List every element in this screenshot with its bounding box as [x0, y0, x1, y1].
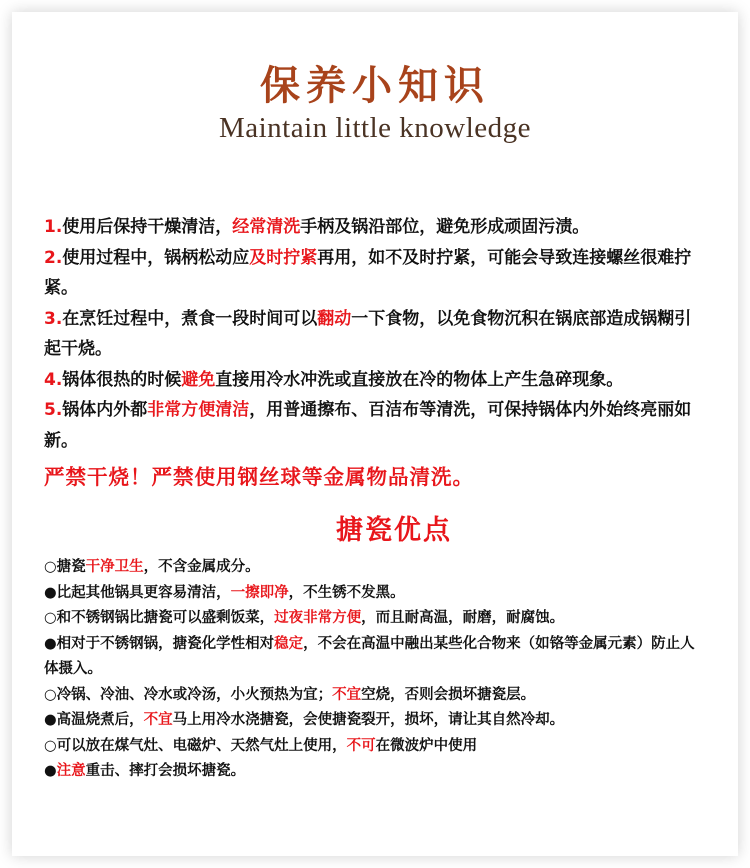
- tip-item: 3.在烹饪过程中，煮食一段时间可以翻动一下食物，以免食物沉积在锅底部造成锅糊引起干烧。: [44, 308, 692, 359]
- advantage-item: ○冷锅、冷油、冷水或冷汤，小火预热为宜；不宜空烧，否则会损坏搪瓷层。: [44, 686, 536, 703]
- bullet-icon: ●: [44, 763, 57, 779]
- tip-item: 4.锅体很热的时候避免直接用冷水冲洗或直接放在冷的物体上产生急碎现象。: [44, 369, 624, 390]
- advantages-title: 搪瓷优点: [336, 515, 452, 546]
- tip-item: 2.使用过程中，锅柄松动应及时拧紧再用，如不及时拧紧，可能会导致连接螺丝很难拧紧。: [44, 247, 692, 298]
- advantage-item: ○可以放在煤气灶、电磁炉、天然气灶上使用，不可在微波炉中使用: [44, 737, 478, 754]
- advantage-item: ●注意重击、摔打会损坏搪瓷。: [44, 763, 246, 779]
- warning-text: 严禁干烧！严禁使用钢丝球等金属物品清洗。: [44, 465, 474, 489]
- tip-item: 1.使用后保持干燥清洁，经常清洗手柄及锅沿部位，避免形成顽固污渍。: [44, 217, 590, 237]
- advantage-item: ●高温烧煮后，不宜马上用冷水浇搪瓷，会使搪瓷裂开，损坏，请让其自然冷却。: [44, 712, 565, 728]
- tips-list: [44, 212, 704, 456]
- bullet-icon: ○: [44, 686, 57, 703]
- advantage-item: ○搪瓷干净卫生，不含金属成分。: [44, 559, 260, 575]
- advantage-item: ●相对于不锈钢锅，搪瓷化学性相对稳定，不会在高温中融出某些化合物来（如铬等金属元素）防止人体摄入。: [44, 635, 695, 677]
- advantage-item: ●比起其他锅具更容易清洁，一擦即净，不生锈不发黑。: [44, 584, 405, 601]
- bullet-icon: ○: [44, 737, 57, 754]
- bullet-icon: ○: [44, 559, 57, 575]
- bullet-icon: ○: [44, 610, 57, 626]
- header: [12, 12, 738, 187]
- content: [44, 212, 704, 785]
- bullet-icon: ●: [44, 635, 57, 652]
- advantage-item: ○和不锈钢锅比搪瓷可以盛剩饭菜，过夜非常方便，而且耐高温，耐磨，耐腐蚀。: [44, 610, 565, 626]
- page-title: 保养小知识: [260, 62, 490, 109]
- tip-item: 5.锅体内外都非常方便清洁，用普通擦布、百洁布等清洗，可保持锅体内外始终亮丽如新。: [44, 400, 692, 451]
- page-subtitle: Maintain little knowledge: [218, 112, 532, 144]
- bullet-icon: ●: [44, 712, 57, 728]
- advantages-list: [44, 555, 704, 785]
- bullet-icon: ●: [44, 584, 57, 601]
